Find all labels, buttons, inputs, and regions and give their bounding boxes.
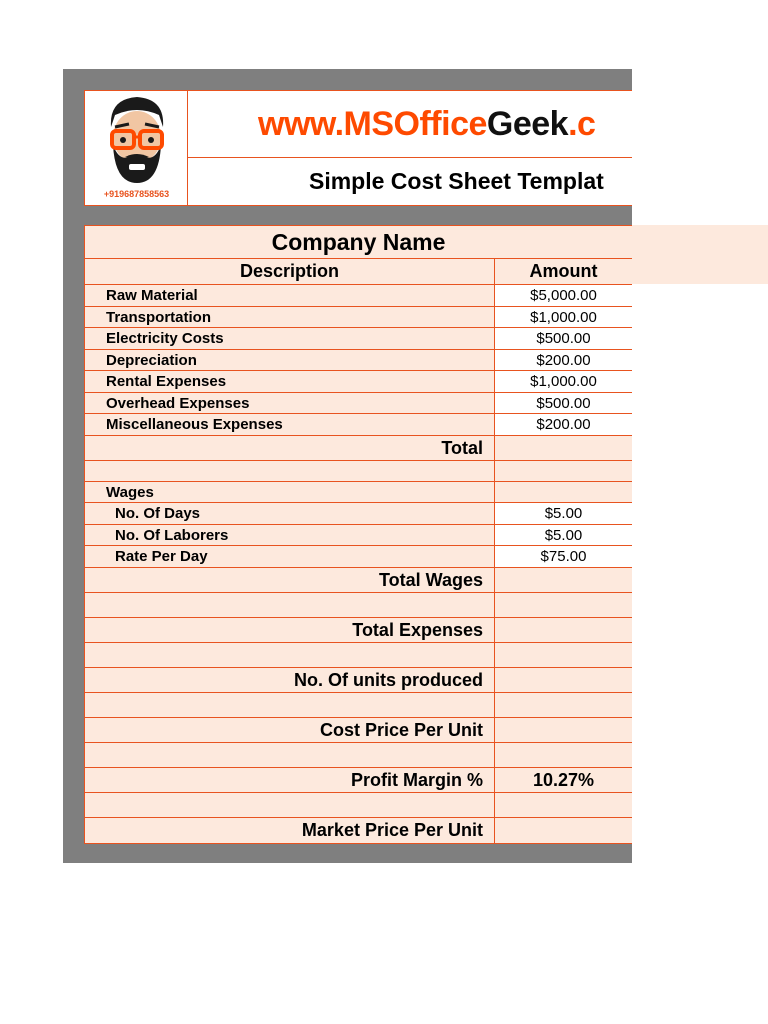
table-row[interactable]: Rate Per Day $75.00 [85, 546, 632, 568]
site-banner [188, 91, 632, 158]
description-header: Description [85, 259, 495, 284]
company-name-overflow [632, 225, 768, 284]
company-name[interactable]: Company Name [85, 226, 632, 259]
amount-cell: $200.00 [495, 414, 632, 435]
amount-cell: $5.00 [495, 503, 632, 524]
spacer-row [85, 643, 632, 668]
amount-cell: $5.00 [495, 525, 632, 546]
spacer-row [85, 593, 632, 618]
total-expenses-value [495, 618, 632, 642]
units-produced-value [495, 668, 632, 692]
total-wages-value [495, 568, 632, 592]
template-title: Simple Cost Sheet Templat [309, 168, 604, 194]
market-price-value [495, 818, 632, 843]
amount-header: Amount [529, 261, 598, 281]
cost-price-row[interactable]: Cost Price Per Unit [85, 718, 632, 743]
amount-cell: $75.00 [495, 546, 632, 567]
units-produced-row[interactable]: No. Of units produced [85, 668, 632, 693]
table-row[interactable]: Overhead Expenses $500.00 [85, 393, 632, 415]
total-wages-row[interactable]: Total Wages [85, 568, 632, 593]
amount-cell: $1,000.00 [495, 307, 632, 328]
table-row[interactable]: Raw Material $5,000.00 [85, 285, 632, 307]
table-row[interactable]: No. Of Days $5.00 [85, 503, 632, 525]
spacer-row [85, 461, 632, 482]
phone-number: +919687858563 [103, 189, 170, 199]
total-expenses-row[interactable]: Total Expenses [85, 618, 632, 643]
amount-cell: $5,000.00 [495, 285, 632, 306]
amount-cell: $200.00 [495, 350, 632, 371]
spacer-row [85, 693, 632, 718]
table-header [85, 259, 632, 285]
amount-cell: $500.00 [495, 328, 632, 349]
table-row[interactable]: Miscellaneous Expenses $200.00 [85, 414, 632, 436]
total-row[interactable]: Total [85, 436, 632, 461]
wages-heading-row: Wages [85, 482, 632, 504]
amount-cell: $500.00 [495, 393, 632, 414]
total-value [495, 436, 632, 460]
table-row[interactable]: Electricity Costs $500.00 [85, 328, 632, 350]
cost-sheet [84, 225, 632, 844]
market-price-row[interactable]: Market Price Per Unit [85, 818, 632, 843]
table-row[interactable]: Transportation $1,000.00 [85, 307, 632, 329]
table-row[interactable]: No. Of Laborers $5.00 [85, 525, 632, 547]
amount-cell: $1,000.00 [495, 371, 632, 392]
table-row[interactable]: Depreciation $200.00 [85, 350, 632, 372]
spacer-row [85, 743, 632, 768]
site-url[interactable]: www.MSOfficeGeek.c [258, 105, 596, 143]
spacer-row [85, 793, 632, 818]
profit-margin-row[interactable]: Profit Margin % 10.27% [85, 768, 632, 793]
table-row[interactable]: Rental Expenses $1,000.00 [85, 371, 632, 393]
template-header [84, 90, 632, 206]
cost-price-value [495, 718, 632, 742]
logo [85, 91, 188, 205]
profit-margin-value: 10.27% [532, 769, 595, 790]
bearded-geek-logo-icon [85, 91, 188, 189]
